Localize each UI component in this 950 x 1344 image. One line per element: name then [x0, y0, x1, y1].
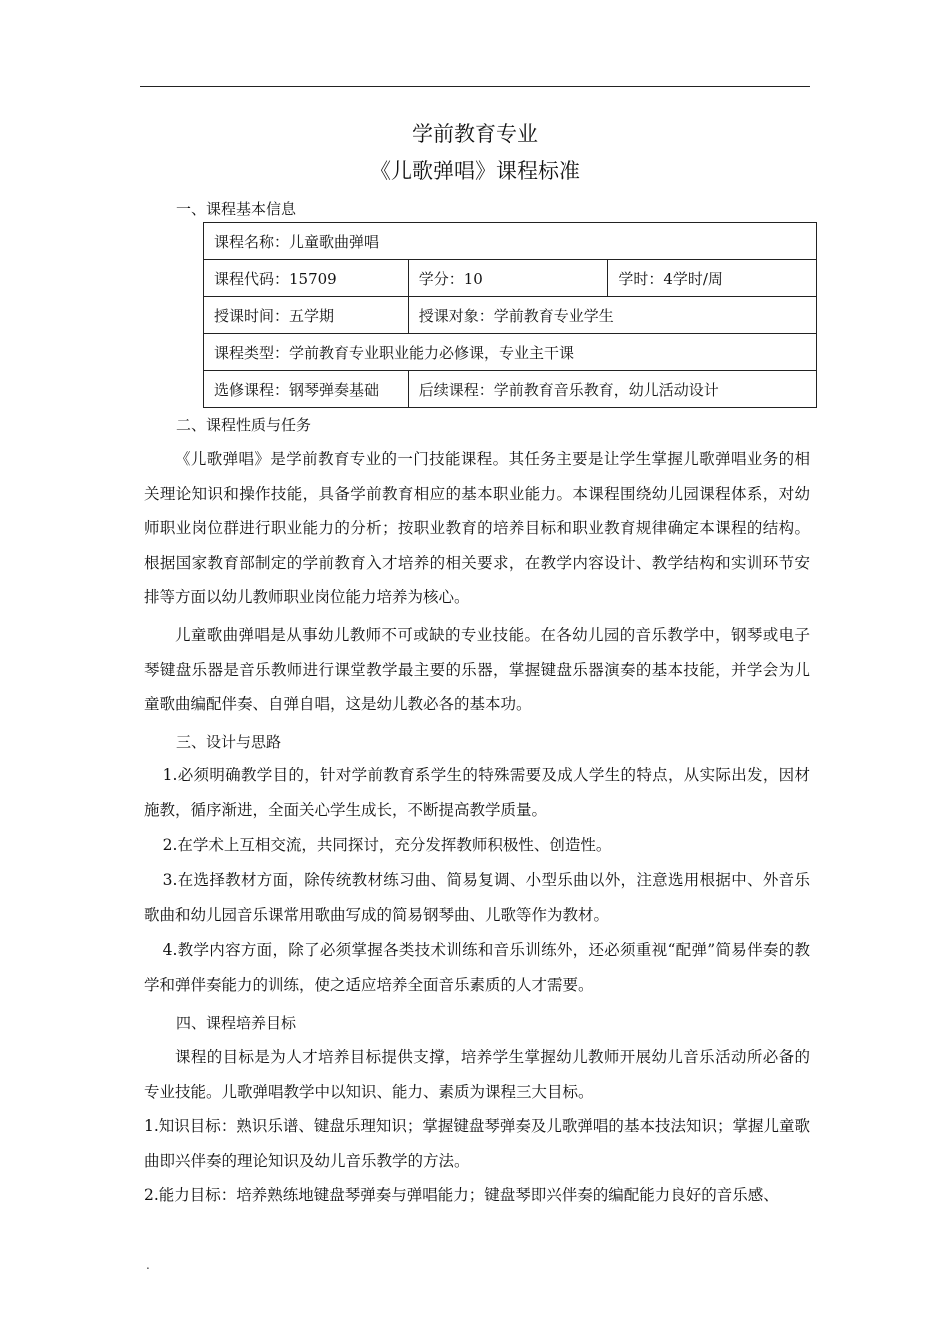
table-row: [204, 223, 817, 260]
document-title-course: 《儿歌弹唱》课程标准: [370, 159, 580, 183]
design-item-4: 4.教学内容方面，除了必须掌握各类技术训练和音乐训练外，还必须重视“配弹”简易伴奏的教学和弹伴奏能力的训练，使之适应培养全面音乐素质的人才需要。: [144, 941, 810, 994]
document-title-major: 学前教育专业: [412, 122, 538, 146]
section-heading-nature-task: 二、课程性质与任务: [176, 416, 312, 434]
credits-cell: 学分：10: [408, 260, 608, 297]
section-heading-design: 三、设计与思路: [176, 733, 282, 751]
course-code-cell: 课程代码：15709: [204, 260, 409, 297]
footer-dot: .: [146, 1258, 150, 1272]
course-name-cell: 课程名称：儿童歌曲弹唱: [204, 223, 817, 260]
table-row: [204, 334, 817, 371]
table-row: [204, 371, 817, 408]
goals-intro: 课程的目标是为人才培养目标提供支撑，培养学生掌握幼儿教师开展幼儿音乐活动所必备的专业技能。儿歌弹唱教学中以知识、能力、素质为课程三大目标。: [144, 1048, 810, 1101]
design-item-1: 1.必须明确教学目的，针对学前教育系学生的特殊需要及成人学生的特点，从实际出发，因材施教，循序渐进，全面关心学生成长，不断提高教学质量。: [144, 766, 810, 819]
prerequisite-cell: 选修课程：钢琴弹奏基础: [204, 371, 409, 408]
course-type-cell: 课程类型：学前教育专业职业能力必修课，专业主干课: [204, 334, 817, 371]
nature-paragraph: 《儿歌弹唱》是学前教育专业的一门技能课程。其任务主要是让学生掌握儿歌弹唱业务的相关理论知识和操作技能，具备学前教育相应的基本职业能力。本课程围绕幼儿园课程体系，对幼师职业岗位群进行职业能力的分析；按职业教育的培养目标和职业教育规律确定本课程的结构。根据国家教育部制定的学前教育入才培养的相关要求，在教学内容设计、教学结构和实训环节安排等方面以幼儿教师职业岗位能力培养为核心。: [144, 450, 810, 606]
table-row: [204, 260, 817, 297]
header-rule: [140, 86, 810, 87]
follow-up-cell: 后续课程：学前教育音乐教育，幼儿活动设计: [408, 371, 816, 408]
hours-cell: 学时：4学时/周: [608, 260, 817, 297]
ability-goal: 2.能力目标：培养熟练地键盘琴弹奏与弹唱能力；键盘琴即兴伴奏的编配能力良好的音乐感、: [144, 1186, 779, 1204]
section-heading-basic-info: 一、课程基本信息: [176, 200, 297, 218]
design-item-2: 2.在学术上互相交流，共同探讨，充分发挥教师积极性、创造性。: [162, 836, 612, 854]
knowledge-goal: 1.知识目标：熟识乐谱、键盘乐理知识；掌握键盘琴弹奏及儿歌弹唱的基本技法知识；掌握儿童歌曲即兴伴奏的理论知识及幼儿音乐教学的方法。: [144, 1117, 810, 1170]
audience-cell: 授课对象：学前教育专业学生: [408, 297, 816, 334]
course-info-table: [203, 222, 817, 408]
term-cell: 授课时间：五学期: [204, 297, 409, 334]
table-row: [204, 297, 817, 334]
skills-paragraph: 儿童歌曲弹唱是从事幼儿教师不可或缺的专业技能。在各幼儿园的音乐教学中，钢琴或电子琴键盘乐器是音乐教师进行课堂教学最主要的乐器，掌握键盘乐器演奏的基本技能，并学会为儿童歌曲编配伴奏、自弹自唱，这是幼儿教必各的基本功。: [144, 626, 810, 713]
design-item-3: 3.在选择教材方面，除传统教材练习曲、简易复调、小型乐曲以外，注意选用根据中、外音乐歌曲和幼儿园音乐课常用歌曲写成的简易钢琴曲、儿歌等作为教材。: [144, 871, 810, 924]
section-heading-goals: 四、课程培养目标: [176, 1014, 297, 1032]
